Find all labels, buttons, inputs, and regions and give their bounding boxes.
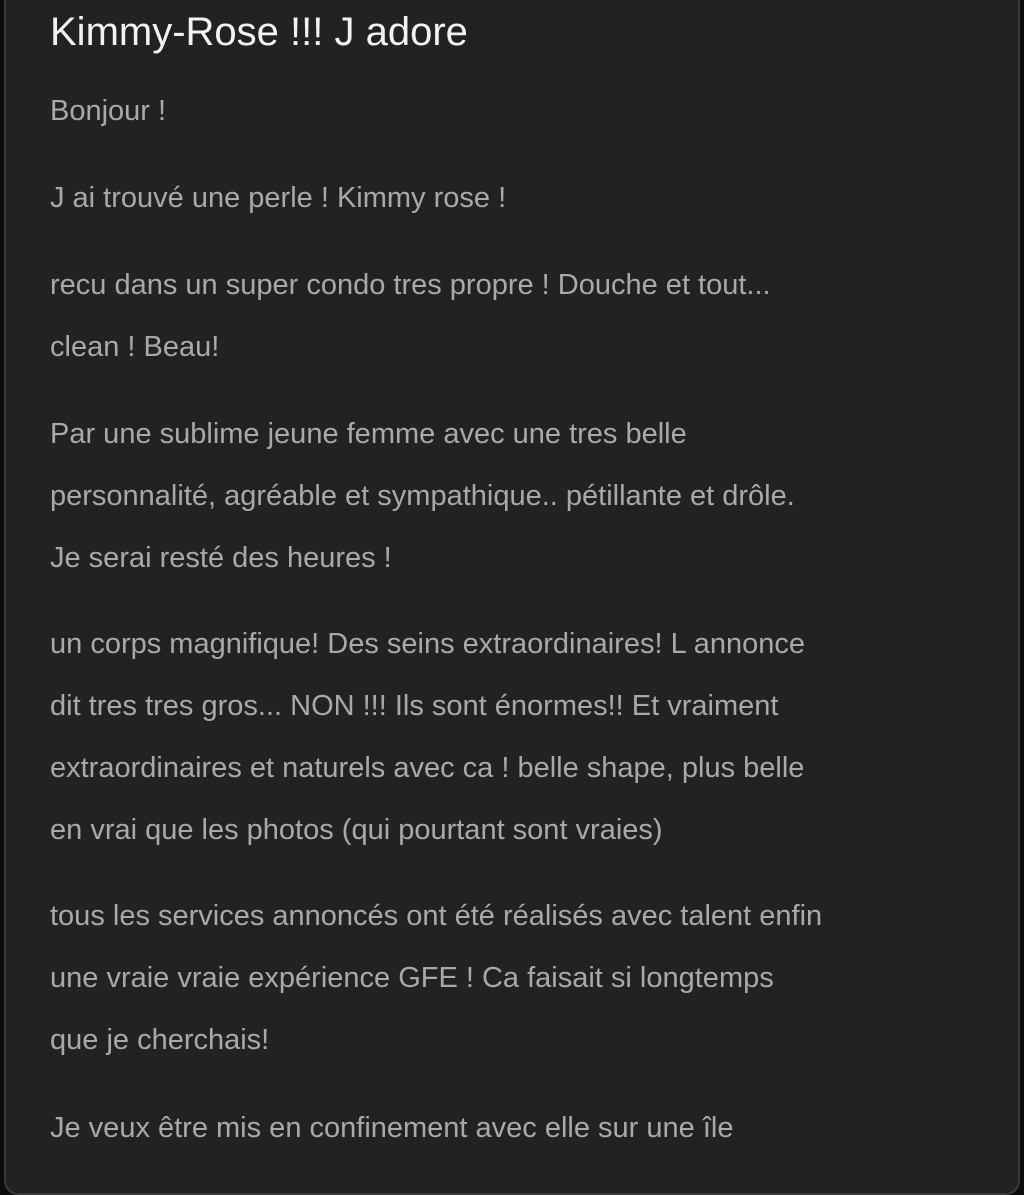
paragraph-line: extraordinaires et naturels avec ca ! belle shape, plus belle xyxy=(50,752,805,784)
review-card xyxy=(4,0,1020,1195)
paragraph-line: que je cherchais! xyxy=(50,1024,270,1056)
paragraph-line: Par une sublime jeune femme avec une tres belle xyxy=(50,418,687,450)
review-paragraph-body xyxy=(50,613,1000,861)
paragraph-line: J ai trouvé une perle ! Kimmy rose ! xyxy=(50,182,507,214)
review-paragraph-services xyxy=(50,885,1000,1071)
paragraph-line: une vraie vraie expérience GFE ! Ca faisait si longtemps xyxy=(50,962,774,994)
review-paragraph-personality xyxy=(50,403,1000,589)
paragraph-line: un corps magnifique! Des seins extraordinaires! L annonce xyxy=(50,628,805,660)
paragraph-line: dit tres tres gros... NON !!! Ils sont énormes!! Et vraiment xyxy=(50,690,779,722)
paragraph-line: en vrai que les photos (qui pourtant sont vraies) xyxy=(50,814,663,846)
review-paragraph-condo xyxy=(50,254,1000,378)
paragraph-line: recu dans un super condo tres propre ! Douche et tout... xyxy=(50,269,771,301)
paragraph-line: personnalité, agréable et sympathique.. pétillante et drôle. xyxy=(50,480,795,512)
paragraph-line: Bonjour ! xyxy=(50,95,167,127)
review-title: Kimmy-Rose !!! J adore xyxy=(50,10,468,54)
review-paragraph-closing xyxy=(50,1097,1000,1159)
paragraph-line: clean ! Beau! xyxy=(50,331,220,363)
paragraph-line: Je veux être mis en confinement avec elle sur une île xyxy=(50,1112,734,1144)
paragraph-line: Je serai resté des heures ! xyxy=(50,542,392,574)
paragraph-line: tous les services annoncés ont été réalisés avec talent enfin xyxy=(50,900,823,932)
review-paragraph-found xyxy=(50,167,1000,229)
review-paragraph-greeting xyxy=(50,80,1000,142)
